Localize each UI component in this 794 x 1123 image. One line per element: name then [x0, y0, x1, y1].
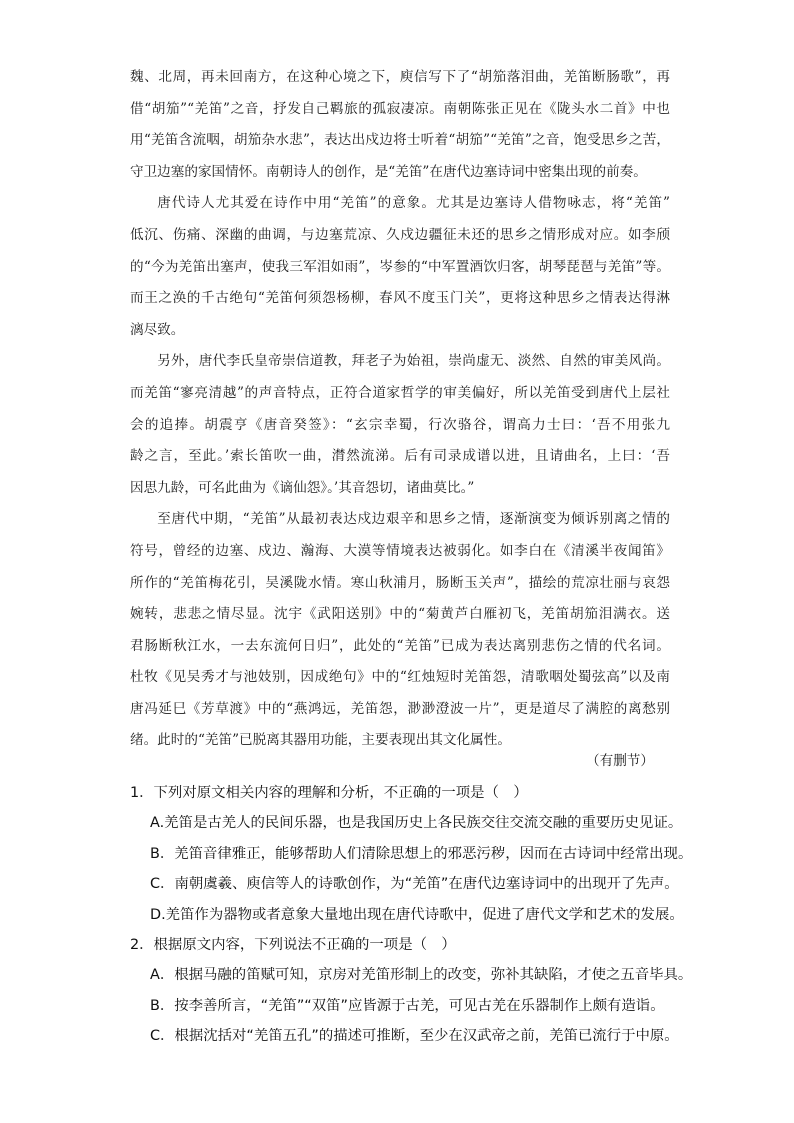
option-b: B．按李善所言，“羌笛”“双笛”应皆源于古羌，可见古羌在乐器制作上颇有造诣。: [150, 997, 665, 1014]
article-line: 至唐代中期，“羌笛”从最初表达戍边艰辛和思乡之情，逐渐演变为倾诉别离之情的: [157, 511, 670, 528]
article-line: 用“羌笛含流咽，胡笳杂水悲”，表达出戍边将士听着“胡笳”“羌笛”之音，饱受思乡之苦，: [130, 132, 670, 149]
option-d: D.羌笛作为器物或者意象大量地出现在唐代诗歌中，促进了唐代文学和艺术的发展。: [150, 906, 684, 923]
article-line: 的“今为羌笛出塞声，使我三军泪如雨”，岑参的“中军置酒饮归客，胡琴琵琶与羌笛”等。: [130, 258, 670, 275]
question-stem: 1．下列对原文相关内容的理解和分析，不正确的一项是（ ）: [130, 785, 528, 801]
option-b: B．羌笛音律雅正，能够帮助人们清除思想上的邪恶污秽，因而在古诗词中经常出现。: [150, 845, 693, 862]
article-line: 婉转，悲悲之情尽显。沈宇《武阳送别》中的“菊黄芦白雁初飞，羌笛胡笳泪满衣。送: [130, 606, 670, 623]
article-line: 漓尽致。: [130, 321, 185, 338]
option-c: C．南朝虞羲、庾信等人的诗歌创作，为“羌笛”在唐代边塞诗词中的出现开了先声。: [150, 876, 679, 892]
source-note: （有删节）: [586, 753, 654, 769]
article-line: 魏、北周，再未回南方，在这种心境之下，庾信写下了“胡笳落泪曲，羌笛断肠歌”，再: [130, 69, 670, 85]
question-1: [130, 778, 693, 930]
option-a: A．根据马融的笛赋可知，京房对羌笛形制上的改变，弥补其缺陷，才使之五音毕具。: [150, 967, 693, 983]
option-c: C．根据沈括对“羌笛五孔”的描述可推断，至少在汉武帝之前，羌笛已流行于中原。: [150, 1028, 679, 1044]
article-line: 君肠断秋江水，一去东流何日归”，此处的“羌笛”已成为表达离别悲伤之情的代名词。: [130, 637, 670, 654]
article-line: 杜牧《见吴秀才与池妓别，因成绝句》中的“红烛短时羌笛怨，清歌咽处蜀弦高”以及南: [130, 669, 670, 686]
article-line: 而羌笛“寥亮清越”的声音特点，正符合道家哲学的审美偏好，所以羌笛受到唐代上层社: [130, 384, 670, 401]
article-line: 借“胡笳”“羌笛”之音，抒发自己羁旅的孤寂凄凉。南朝陈张正见在《陇头水二首》中也: [130, 100, 670, 117]
article-line: 守卫边塞的家国情怀。南朝诗人的创作，是“羌笛”在唐代边塞诗词中密集出现的前奏。: [130, 163, 647, 180]
article-line: 另外，唐代李氏皇帝崇信道教，拜老子为始祖，崇尚虚无、淡然、自然的审美风尚。: [157, 353, 670, 370]
article-line: 会的追捧。胡震亨《唐音癸签》：“玄宗幸蜀，行次骆谷，谓高力士曰：‘吾不用张九: [130, 416, 670, 433]
article-line: 所作的“羌笛梅花引，吴溪陇水情。寒山秋浦月，肠断玉关声”，描绘的荒凉壮丽与哀怨: [130, 574, 670, 591]
article-body: [130, 62, 670, 757]
article-line: 而王之涣的千古绝句“羌笛何须怨杨柳，春风不度玉门关”，更将这种思乡之情表达得淋: [130, 290, 670, 307]
question-section: [130, 778, 693, 1052]
article-line: 龄之言，至此。’索长笛吹一曲，潸然流涕。后有司录成谱以进，且请曲名，上曰：‘吾: [130, 448, 670, 465]
article-line: 因思九龄，可名此曲为《谪仙怨》。’其音怨切，诸曲莫比。”: [130, 479, 475, 496]
question-stem: 2．根据原文内容，下列说法不正确的一项是（ ）: [130, 937, 456, 953]
question-2: [130, 930, 693, 1052]
article-line: 符号，曾经的边塞、戍边、瀚海、大漠等情境表达被弱化。如李白在《清溪半夜闻笛》: [130, 542, 670, 559]
article-line: 低沉、伤痛、深幽的曲调，与边塞荒凉、久戍边疆征未还的思乡之情形成对应。如李颀: [130, 226, 670, 243]
option-a: A.羌笛是古羌人的民间乐器，也是我国历史上各民族交往交流交融的重要历史见证。: [150, 815, 683, 831]
article-line: 唐冯延巳《芳草渡》中的“燕鸿远，羌笛怨，渺渺澄波一片”，更是道尽了满腔的离愁别: [130, 700, 670, 717]
article-line: 唐代诗人尤其爱在诗作中用“羌笛”的意象。尤其是边塞诗人借物咏志，将“羌笛”: [157, 195, 670, 212]
article-line: 绪。此时的“羌笛”已脱离其器用功能，主要表现出其文化属性。: [130, 732, 511, 749]
